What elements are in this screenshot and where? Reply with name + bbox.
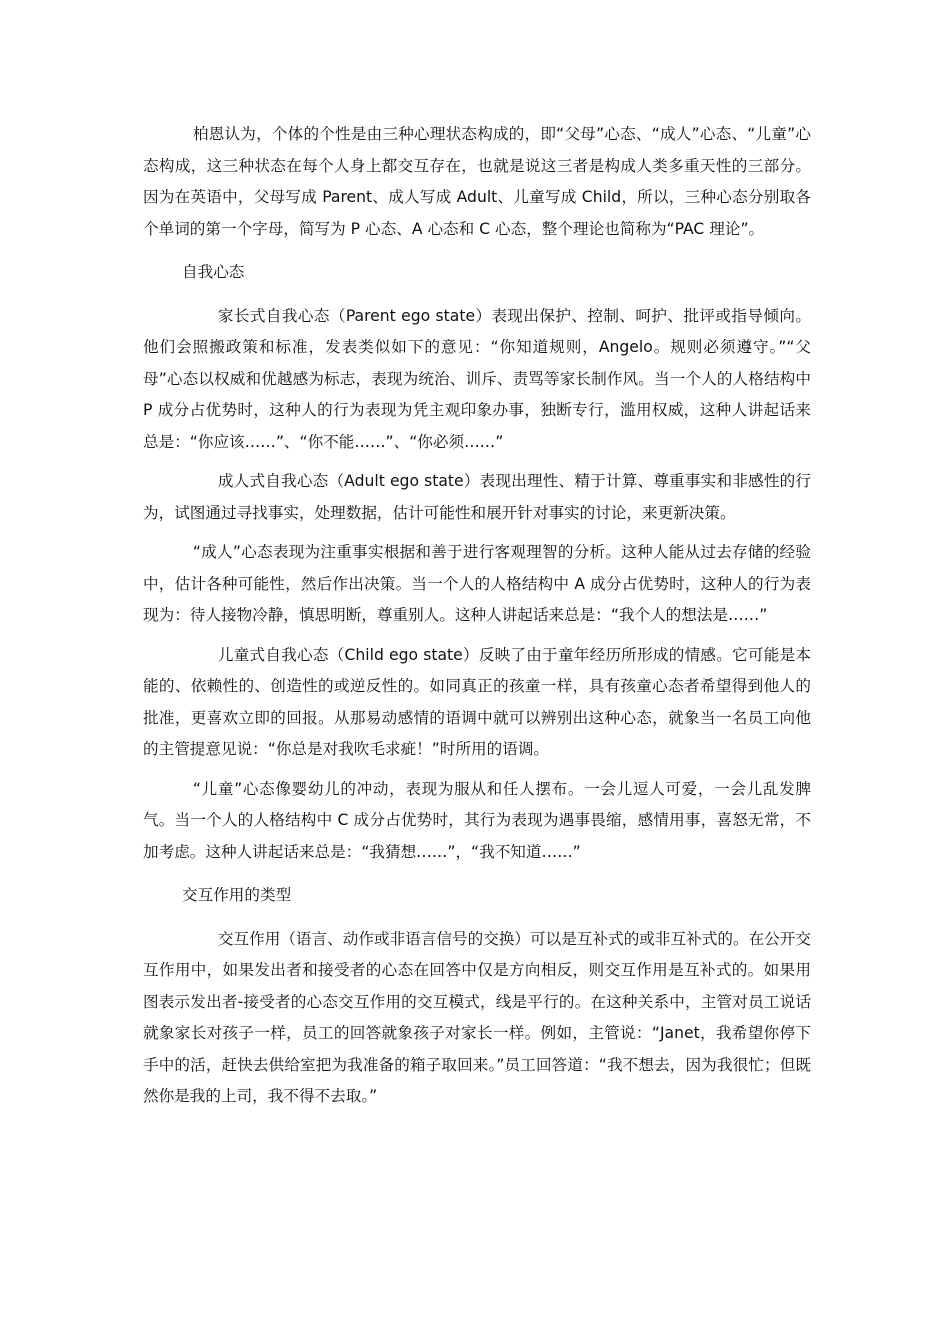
paragraph-child-detail: “儿童”心态像婴幼儿的冲动，表现为服从和任人摆布。一会儿逗人可爱，一会儿乱发脾气。当一个人的人格结构中 C 成分占优势时，其行为表现为遇事畏缩，感情用事，喜怒无常，不加考虑。这种人讲起话来总是：“我猜想……”，“我不知道……” [143,779,811,861]
heading-ego-states: 自我心态 [182,263,245,281]
paragraph-interaction: 交互作用（语言、动作或非语言信号的交换）可以是互补式的或非互补式的。在公开交互作用中，如果发出者和接受者的心态在回答中仅是方向相反，则交互作用是互补式的。如果用图表示发出者-接受者的心态交互作用的交互模式，线是平行的。在这种关系中，主管对员工说话就象家长对孩子一样，员工的回答就象孩子对家长一样。例如，主管说：“Janet，我希望你停下手中的活，赶快去供给室把为我准备的箱子取回来。”员工回答道：“我不想去，因为我很忙；但既然你是我的上司，我不得不去取。” [143,929,811,1105]
paragraph-child-ego: 儿童式自我心态（Child ego state）反映了由于童年经历所形成的情感。它可能是本能的、依赖性的、创造性的或逆反性的。如同真正的孩童一样，具有孩童心态者希望得到他人的批准，更喜欢立即的回报。从那易动感情的语调中就可以辨别出这种心态，就象当一名员工向他的主管提意见说：“你总是对我吹毛求疵！”时所用的语调。 [143,645,811,758]
paragraph-adult-detail: “成人”心态表现为注重事实根据和善于进行客观理智的分析。这种人能从过去存储的经验中，估计各种可能性，然后作出决策。当一个人的人格结构中 A 成分占优势时，这种人的行为表现为：待人接物冷静，慎思明断，尊重别人。这种人讲起话来总是：“我个人的想法是……” [143,543,811,624]
heading-interaction-types: 交互作用的类型 [182,886,292,904]
paragraph-intro: 柏恩认为，个体的个性是由三种心理状态构成的，即“父母”心态、“成人”心态、“儿童”心态构成，这三种状态在每个人身上都交互存在，也就是说这三者是构成人类多重天性的三部分。因为在英语中，父母写成 Parent、成人写成 Adult、儿童写成 Child，所以，三种心态分别取各个单词的第一个字母，简写为 P 心态、A 心态和 C 心态，整个理论也简称为“PAC 理论”。 [143,125,811,238]
document-body [143,119,811,1113]
paragraph-parent-ego: 家长式自我心态（Parent ego state）表现出保护、控制、呵护、批评或指导倾向。他们会照搬政策和标准，发表类似如下的意见：“你知道规则，Angelo。规则必须遵守。”“父母”心态以权威和优越感为标志，表现为统治、训斥、责骂等家长制作风。当一个人的人格结构中 P 成分占优势时，这种人的行为表现为凭主观印象办事，独断专行，滥用权威，这种人讲起话来总是：“你应该……”、“你不能……”、“你必须……” [143,306,811,451]
paragraph-adult-ego: 成人式自我心态（Adult ego state）表现出理性、精于计算、尊重事实和非感性的行为，试图通过寻找事实，处理数据，估计可能性和展开针对事实的讨论，来更新决策。 [143,472,811,522]
